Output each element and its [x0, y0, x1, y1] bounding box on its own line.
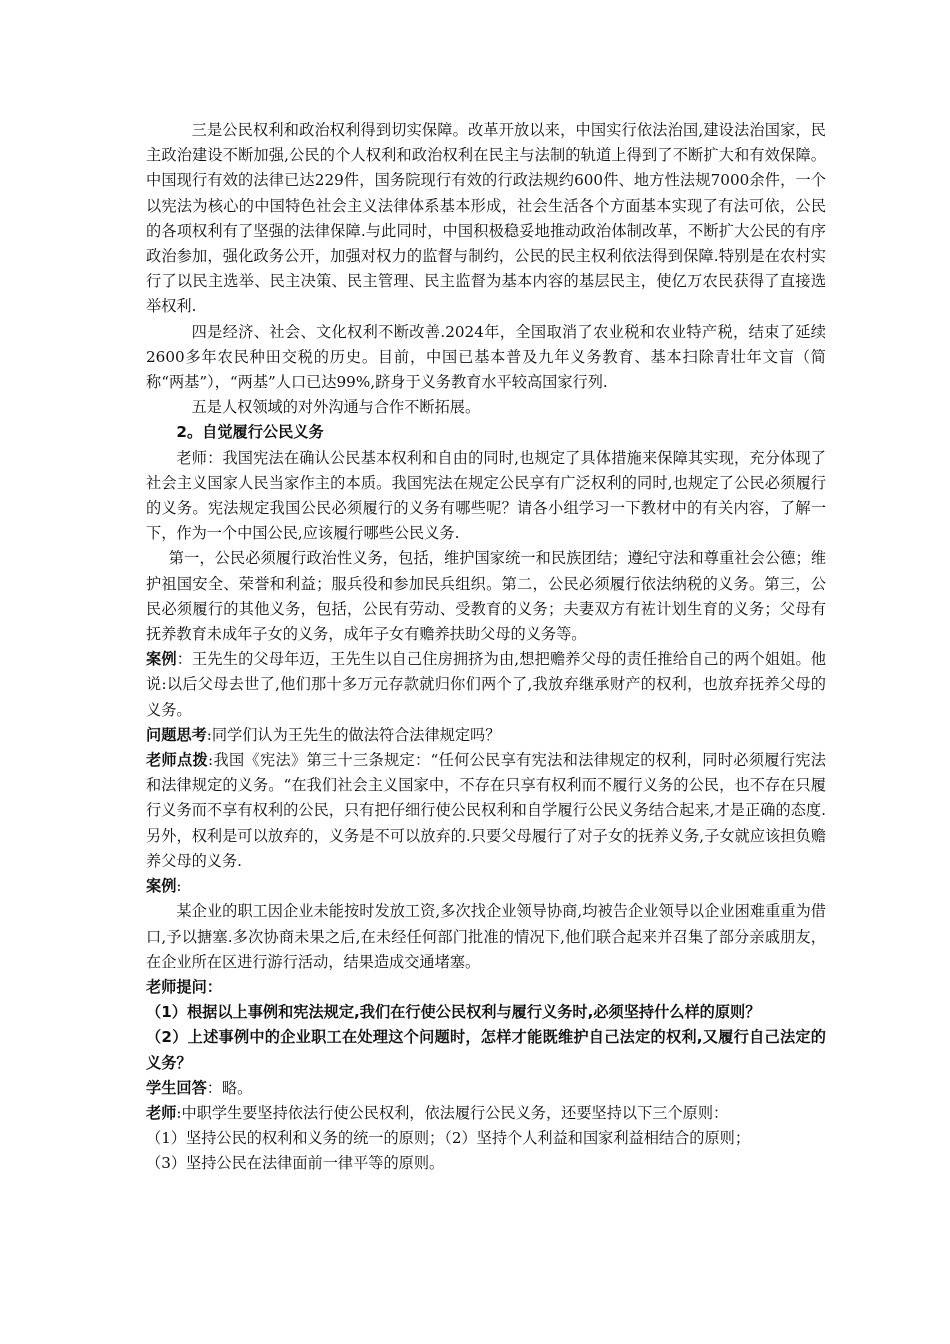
document-page [146, 118, 826, 1177]
student-label: 学生回答 [146, 1078, 207, 1097]
paragraph-economic-rights: 四是经济、社会、文化权利不断改善.2024年，全国取消了农业税和农业特产税，结束了延续2600多年农民种田交税的历史。目前，中国已基本普及九年义务教育、基本扫除青壮年文盲（简称“两基”），“两基”人口已达99%,跻身于义务教育水平较高国家行列. [146, 322, 826, 392]
teacher-ask-label: 老师提问： [146, 977, 222, 996]
case-label: 案例 [146, 650, 177, 669]
paragraph-case-2: 某企业的职工因企业未能按时发放工资,多次找企业领导协商,均被告企业领导以企业困难重重为借口,予以搪塞.多次协商未果之后,在未经任何部门批准的情况下,他们联合起来并召集了部分亲戚朋友，在企业所在区进行游行活动，结果造成交通堵塞。 [146, 902, 826, 971]
paragraph-question: 问题思考:同学们认为王先生的做法符合法律规定吗？ [146, 725, 501, 744]
paragraph-student-answer: 学生回答：略。 [146, 1078, 253, 1097]
paragraph-case-2-label: 案例: [146, 877, 182, 896]
guide-label: 老师点拨 [146, 751, 209, 770]
paragraph-teacher-intro: 老师：我国宪法在确认公民基本权利和自由的同时,也规定了具体措施来保障其实现，充分体现了社会主义国家人民当家作主的本质。我国宪法在规定公民享有广泛权利的同时,也规定了公民必须履行的义务。宪法规定我国公民必须履行的义务有哪些呢？请各小组学习一下教材中的有关内容，了解一下，作为一个中国公民,应该履行哪些公民义务. [146, 448, 826, 543]
paragraph-teacher-summary: 老师:中职学生要坚持依法行使公民权利，依法履行公民义务，还要坚持以下三个原则： [146, 1103, 729, 1122]
paragraph-case-1: 案例：王先生的父母年迈，王先生以自己住房拥挤为由,想把赡养父母的责任推给自己的两个姐姐。他说:以后父母去世了,他们那十多万元存款就归你们两个了,我放弃继承财产的权利，也放弃抚养父母的义务。 [146, 650, 827, 719]
question-2: （2）上述事例中的企业职工在处理这个问题时，怎样才能既维护自己法定的权利,又履行自己法定的义务？ [146, 1028, 826, 1072]
paragraph-international-cooperation: 五是人权领域的对外沟通与合作不断拓展。 [191, 398, 481, 417]
paragraph-duties-list: 第一，公民必须履行政治性义务，包括，维护国家统一和民族团结；遵纪守法和尊重社会公德；维护祖国安全、荣誉和利益；服兵役和参加民兵组织。第二，公民必须履行依法纳税的义务。第三，公民必须履行的其他义务，包括，公民有劳动、受教育的义务；夫妻双方有袏计划生育的义务；父母有抚养教育未成年子女的义务，成年子女有赡养扶助父母的义务等。 [146, 549, 826, 644]
principles-line-1: （1）坚持公民的权利和义务的统一的原则；（2）坚持个人利益和国家利益相结合的原则； [146, 1129, 751, 1148]
paragraph-civil-political-rights: 三是公民权利和政治权利得到切实保障。改革开放以来，中国实行依法治国,建设法治国家，民主政治建设不断加强,公民的个人权利和政治权利在民主与法制的轨道上得到了不断扩大和有效保障。中国现行有效的法律已达229件，国务院现行有效的行政法规约600件、地方性法规7000余件，一个以宪法为核心的中国特色社会主义法律体系基本形成，社会生活各个方面基本实现了有法可依，公民的各项权利有了坚强的法律保障.与此同时，中国积极稳妥地推动政治体制改革，不断扩大公民的有序政治参加，强化政务公开，加强对权力的监督与制约，公民的民主权利依法得到保障.特别是在农村实行了以民主选举、民主决策、民主管理、民主监督为基本内容的基层民主，使亿万农民获得了直接选举权利. [146, 121, 826, 316]
section-heading-duties: 2。自觉履行公民义务 [176, 423, 324, 442]
teacher-label: 老师 [146, 1103, 177, 1122]
paragraph-teacher-guide: 老师点拨:我国《宪法》第三十三条规定：“任何公民享有宪法和法律规定的权利，同时必须履行宪法和法律规定的义务。“在我们社会主义国家中，不存在只享有权利而不履行义务的公民，也不存在只履行义务而不享有权利的公民，只有把仔细行使公民权利和自学履行公民义务结合起来,才是正确的态度.另外，权利是可以放弃的，义务是不可以放弃的.只要父母履行了对子女的抚养义务,子女就应该担负赡养父母的义务. [146, 751, 826, 870]
case-label: 案例 [146, 877, 177, 896]
question-label: 问题思考 [146, 725, 207, 744]
principles-line-2: （3）坚持公民在法律面前一律平等的原则。 [146, 1154, 445, 1173]
question-1: （1）根据以上事例和宪法规定,我们在行使公民权利与履行义务时,必须坚持什么样的原则？ [146, 1003, 761, 1022]
